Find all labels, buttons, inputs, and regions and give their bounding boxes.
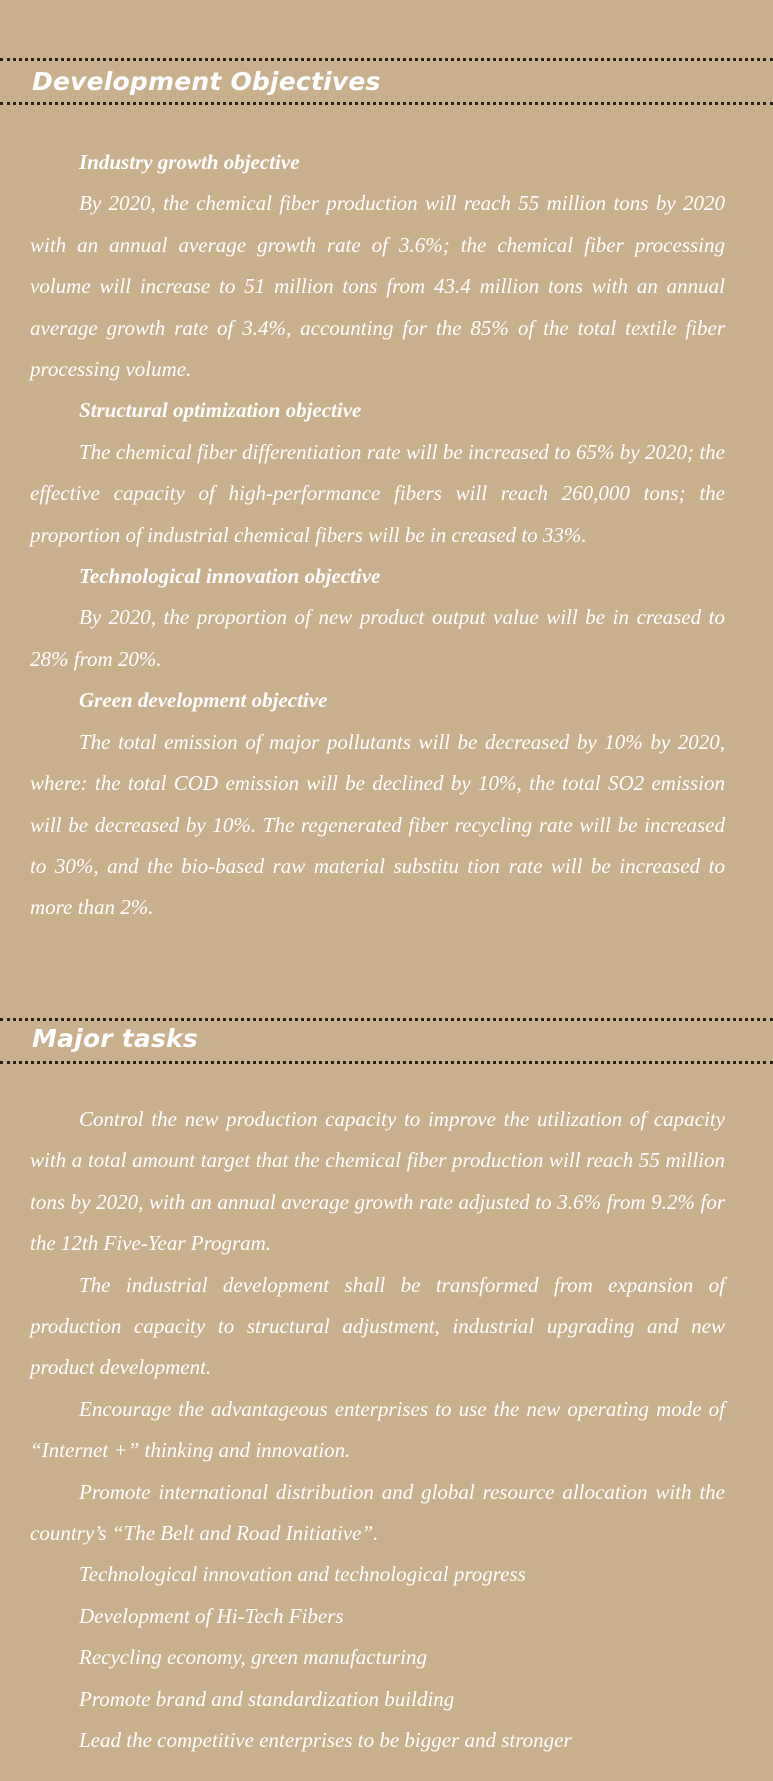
paragraph-task-transformation: The industrial development shall be transformed from expansion of production capacity to structural adjustment, industrial upgrading and new product development. xyxy=(30,1272,725,1380)
divider-top-objectives xyxy=(0,58,773,61)
paragraph-structural-optimization: The chemical fiber differentiation rate will be increased to 65% by 2020; the effective capacity of high-performance fibers will reach 260,000 tons; the proportion of industrial chemical fibers will be in creased to 33%. xyxy=(30,439,725,547)
list-item-hitech-fibers: Development of Hi-Tech Fibers xyxy=(79,1603,344,1628)
paragraph-industry-growth: By 2020, the chemical fiber production will reach 55 million tons by 2020 with an annual average growth rate of 3.6%; the chemical fiber processing volume will increase to 51 million tons from 43.4 million tons with an annual average growth rate of 3.4%, accounting for the 85% of the total textile fiber processing volume. xyxy=(30,191,725,382)
section-heading-objectives: Development Objectives xyxy=(32,67,381,96)
objectives-content xyxy=(30,142,725,929)
paragraph-task-capacity: Control the new production capacity to improve the utilization of capacity with a total amount target that the chemical fiber production will reach 55 million tons by 2020, with an annual average growth rate adjusted to 3.6% from 9.2% for the 12th Five-Year Program. xyxy=(30,1107,725,1256)
section-heading-tasks: Major tasks xyxy=(32,1024,198,1053)
divider-bottom-tasks xyxy=(0,1061,773,1064)
tasks-content xyxy=(30,1099,725,1762)
subheading-technological-innovation: Technological innovation objective xyxy=(79,564,381,589)
list-item-tech-innovation: Technological innovation and technological progress xyxy=(79,1562,526,1587)
paragraph-green-development: The total emission of major pollutants will be decreased by 10% by 2020, where: the total COD emission will be declined by 10%, the total SO2 emission will be decreased by 10%. The regenerated fiber recycling rate will be increased to 30%, and the bio-based raw material substitu tion rate will be increased to more than 2%. xyxy=(30,729,725,920)
list-item-competitive-enterprises: Lead the competitive enterprises to be bigger and stronger xyxy=(79,1728,572,1753)
paragraph-technological-innovation: By 2020, the proportion of new product output value will be in creased to 28% from 20%. xyxy=(30,605,725,671)
list-item-brand-standardization: Promote brand and standardization building xyxy=(79,1686,455,1711)
list-item-recycling-economy: Recycling economy, green manufacturing xyxy=(79,1645,427,1670)
divider-bottom-objectives xyxy=(0,102,773,105)
subheading-green-development: Green development objective xyxy=(79,688,328,713)
paragraph-task-belt-and-road: Promote international distribution and global resource allocation with the country’s “The Belt and Road Initiative”. xyxy=(30,1479,725,1546)
subheading-industry-growth: Industry growth objective xyxy=(79,150,300,174)
paragraph-task-internet-plus: Encourage the advantageous enterprises to use the new operating mode of “Internet +” thinking and innovation. xyxy=(30,1396,725,1463)
subheading-structural-optimization: Structural optimization objective xyxy=(79,398,362,423)
